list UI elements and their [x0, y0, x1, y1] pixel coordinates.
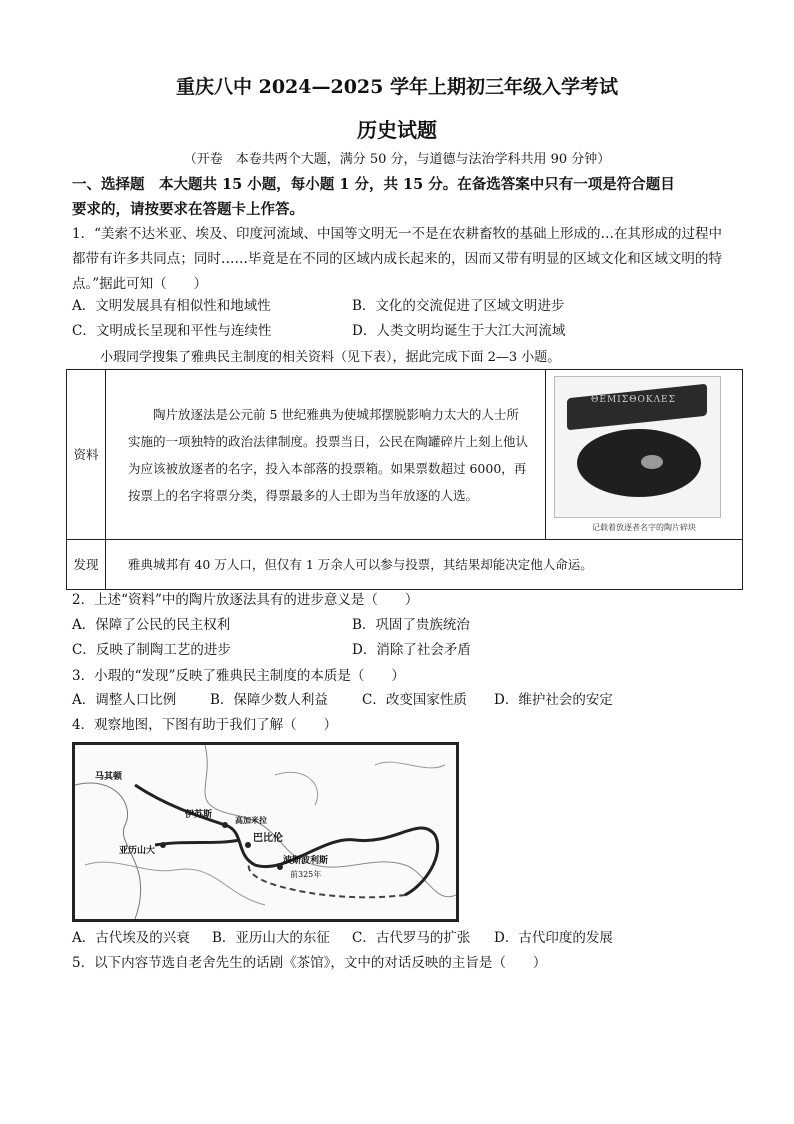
- map-label-macedonia: 马其顿: [95, 772, 123, 782]
- q4-option-a: A．古代埃及的兴衰: [72, 930, 190, 946]
- q1-option-a: A．文明发展具有相似性和地域性: [72, 298, 271, 314]
- q1-option-d: D．人类文明均诞生于大江大河流域: [352, 323, 566, 339]
- q1-option-c: C．文明成长呈现和平性与连续性: [72, 323, 272, 339]
- ostracon-photo: ΘΕΜΙΣΘΟΚΛΕΣ: [554, 376, 721, 518]
- alexander-campaign-map: [72, 742, 459, 922]
- question-3-stem: 3．小瑕的“发现”反映了雅典民主制度的本质是（ ）: [72, 668, 405, 684]
- subject-title: 历史试题: [357, 118, 437, 142]
- ostracon-image-cell: [546, 370, 743, 540]
- material-label: 资料: [67, 370, 106, 540]
- q3-option-a: A．调整人口比例: [72, 692, 177, 708]
- question-1-stem: 1．“美索不达米亚、埃及、印度河流域、中国等文明无一不是在农耕畜牧的基础上形成的…在其形成的过程中都带有许多共同点；同时……毕竟是在不同的区域内成长起来的，因而又带有明显的区域文化和区域文明的特点。”据此可知（ ）: [72, 226, 722, 292]
- q2-option-d: D．消除了社会矛盾: [352, 642, 471, 658]
- map-label-babylon: 巴比伦: [253, 833, 283, 844]
- finding-text: 雅典城邦有 40 万人口，但仅有 1 万余人可以参与投票，其结果却能决定他人命运。: [106, 540, 743, 590]
- athens-material-table: [66, 369, 743, 590]
- material-text: 陶片放逐法是公元前 5 世纪雅典为使城邦摆脱影响力太大的人士所实施的一项独特的政治法律制度。投票当日，公民在陶罐碎片上刻上他认为应该被放逐者的名字，投入本部落的投票箱。如果票数超过 6000，再按票上的名字将票分类，得票最多的人士即为当年放逐的人选。: [106, 370, 546, 540]
- q3-option-d: D．维护社会的安定: [494, 692, 613, 708]
- section-heading-line1: 一、选择题 本大题共 15 小题，每小题 1 分，共 15 分。在备选答案中只有一项是符合题目: [72, 176, 675, 193]
- q2-option-a: A．保障了公民的民主权利: [72, 617, 231, 633]
- exam-note: （开卷 本卷共两个大题，满分 50 分，与道德与法治学科共用 90 分钟）: [183, 152, 611, 167]
- finding-label: 发现: [67, 540, 106, 590]
- q2-option-b: B．巩固了贵族统治: [352, 617, 470, 633]
- q2-option-c: C．反映了制陶工艺的进步: [72, 642, 231, 658]
- map-label-alexandria: 亚历山大: [119, 846, 156, 856]
- image-caption: 记载着放逐者名字的陶片碎块: [592, 523, 696, 532]
- section-heading-line2: 要求的，请按要求在答题卡上作答。: [72, 201, 304, 218]
- q4-option-b: B．亚历山大的东征: [212, 930, 330, 946]
- section-heading: [72, 172, 722, 222]
- question-5-stem: 5．以下内容节选自老舍先生的话剧《茶馆》，文中的对话反映的主旨是（ ）: [72, 955, 547, 971]
- intro-questions-2-3: 小瑕同学搜集了雅典民主制度的相关资料（见下表），据此完成下面 2—3 小题。: [100, 350, 561, 365]
- q1-option-b: B．文化的交流促进了区域文明进步: [352, 298, 565, 314]
- map-label-year: 前325年: [290, 870, 322, 879]
- map-drawing: [75, 745, 456, 919]
- q4-option-c: C．古代罗马的扩张: [352, 930, 471, 946]
- question-2-stem: 2．上述“资料”中的陶片放逐法具有的进步意义是（ ）: [72, 592, 419, 608]
- exam-title: 重庆八中 2024—2025 学年上期初三年级入学考试: [176, 76, 618, 98]
- question-4-stem: 4．观察地图，下图有助于我们了解（ ）: [72, 717, 338, 733]
- pottery-shard-image: [567, 384, 707, 431]
- q3-option-b: B．保障少数人利益: [210, 692, 328, 708]
- map-label-persepolis: 波斯波利斯: [283, 856, 329, 866]
- map-label-issus: 伊苏斯: [185, 810, 213, 820]
- q4-option-d: D．古代印度的发展: [494, 930, 613, 946]
- pottery-disc-image: [577, 429, 701, 497]
- q3-option-c: C．改变国家性质: [362, 692, 467, 708]
- map-label-gaugamela: 高加米拉: [235, 815, 267, 825]
